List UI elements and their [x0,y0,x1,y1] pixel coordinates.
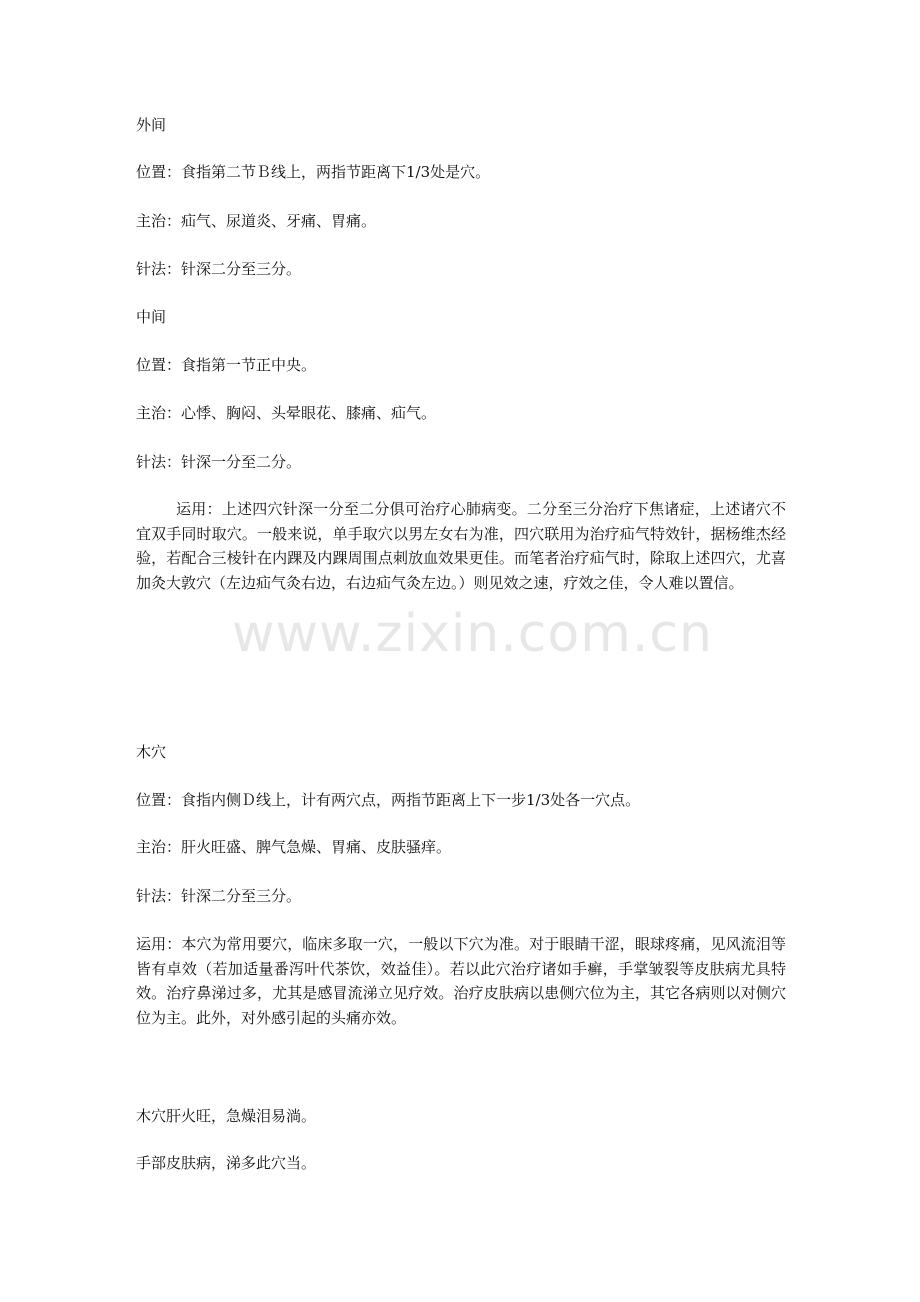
zhongjian-treatment: 主治：心悸、胸闷、头晕眼花、膝痛、疝气。 [136,404,437,422]
muxue-application: 运用：本穴为常用要穴，临床多取一穴，一般以下穴为准。对于眼睛干涩，眼球疼痛，见风流泪等皆有卓效（若加适量番泻叶代茶饮，效益佳）。若以此穴治疗诸如手癣，手掌皱裂等皮肤病尤具特效。治疗鼻涕过多，尤其是感冒流涕立见疗效。治疗皮肤病以患侧穴位为主，其它各病则以对侧穴位为主。此外，对外感引起的头痛亦效。 [136,935,786,1027]
verse-line-1: 木穴肝火旺，急燥泪易淌。 [136,1107,317,1125]
section-title-zhongjian: 中间 [136,308,167,326]
waijian-treatment: 主治：疝气、尿道炎、牙痛、胃痛。 [136,212,377,230]
zhongjian-application: 运用：上述四穴针深一分至二分俱可治疗心肺病变。二分至三分治疗下焦诸症，上述诸穴不宜双手同时取穴。一般来说，单手取穴以男左女右为准，四穴联用为治疗疝气特效针，据杨维杰经验，若配合三棱针在内踝及内踝周围点刺放血效果更佳。而笔者治疗疝气时，除取上述四穴，尤喜加灸大敦穴（左边疝气灸右边，右边疝气灸左边。）则见效之速，疗效之佳，令人难以置信。 [136,500,786,592]
section-title-waijian: 外间 [136,116,167,134]
watermark: www.zixin.com.cn [232,604,713,664]
muxue-needling: 针法：针深二分至三分。 [136,887,302,905]
zhongjian-position: 位置：食指第一节正中央。 [136,356,317,374]
zhongjian-needling: 针法：针深一分至二分。 [136,453,302,471]
section-title-muxue: 木穴 [136,743,167,761]
muxue-treatment: 主治：肝火旺盛、脾气急燥、胃痛、皮肤骚痒。 [136,838,452,856]
waijian-needling: 针法：针深二分至三分。 [136,260,302,278]
muxue-position: 位置：食指内侧Ｄ线上，计有两穴点，两指节距离上下一步1/3处各一穴点。 [136,791,641,809]
verse-line-2: 手部皮肤病，涕多此穴当。 [136,1154,317,1172]
waijian-position: 位置：食指第二节Ｂ线上，两指节距离下1/3处是穴。 [136,163,491,181]
